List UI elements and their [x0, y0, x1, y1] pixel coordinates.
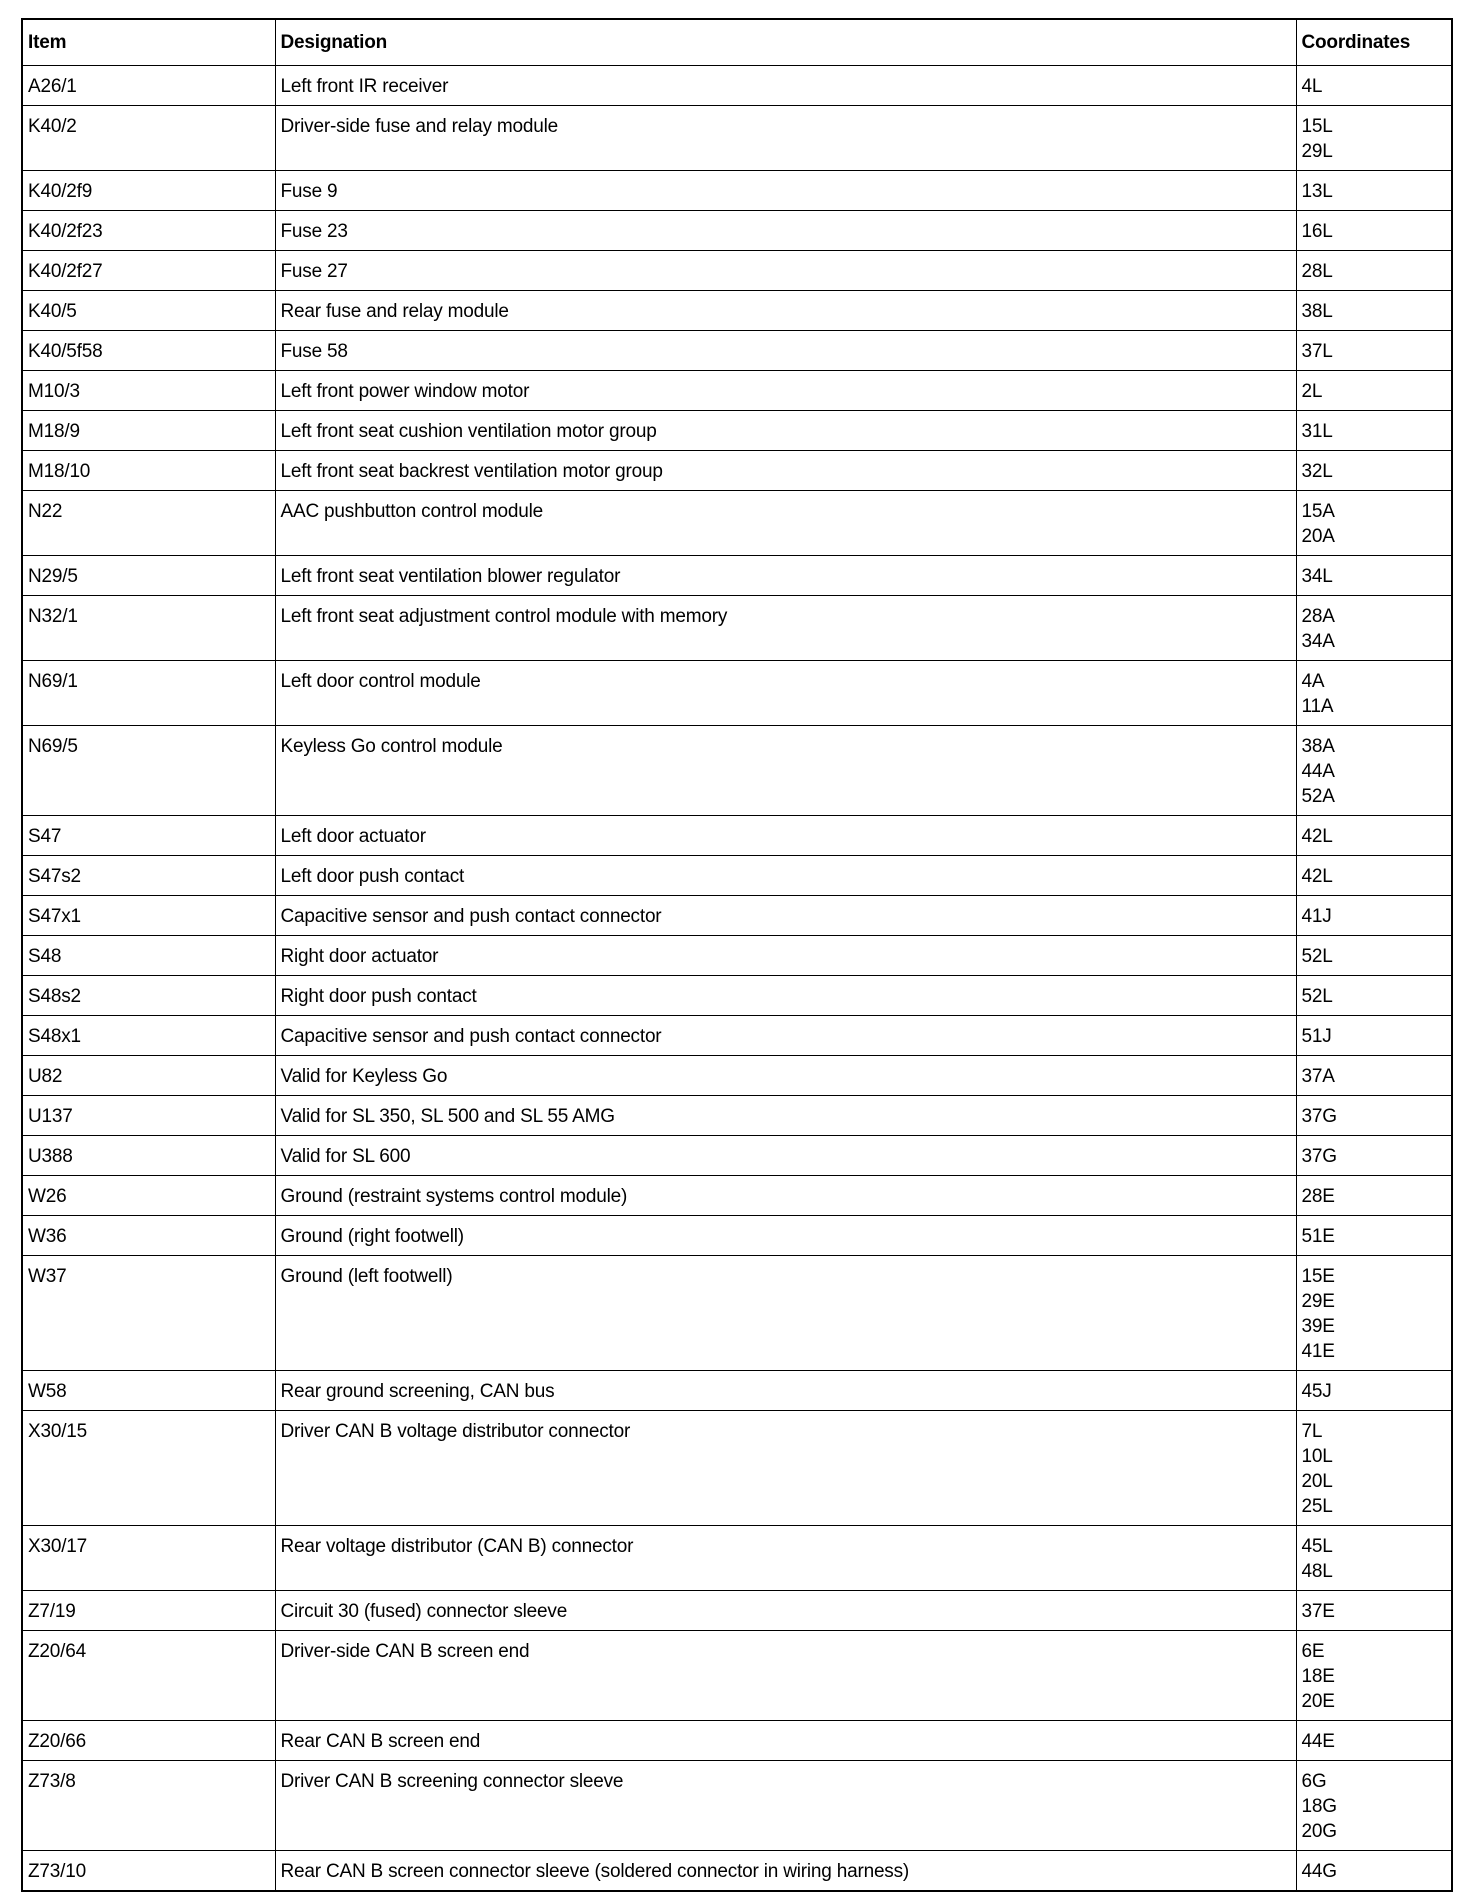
designation-cell: Rear CAN B screen end — [275, 1721, 1296, 1761]
coordinates-cell — [1296, 1851, 1452, 1892]
coordinate-value: 18G — [1301, 1796, 1337, 1817]
table-row — [22, 291, 1452, 331]
designation-cell: Rear fuse and relay module — [275, 291, 1296, 331]
coordinates-cell — [1296, 976, 1452, 1016]
coordinates-cell — [1296, 66, 1452, 106]
designation-cell: Right door push contact — [275, 976, 1296, 1016]
table-row — [22, 726, 1452, 816]
table-row — [22, 1136, 1452, 1176]
designation-cell: Rear CAN B screen connector sleeve (soldered connector in wiring harness) — [275, 1851, 1296, 1892]
coordinate-value: 29E — [1301, 1291, 1335, 1312]
table-row — [22, 1216, 1452, 1256]
item-cell: A26/1 — [22, 66, 275, 106]
table-row — [22, 251, 1452, 291]
coordinates-cell — [1296, 896, 1452, 936]
coordinate-value: 44A — [1301, 761, 1335, 782]
coordinate-value: 41E — [1301, 1341, 1335, 1362]
table-row — [22, 1411, 1452, 1526]
coordinate-value: 38A — [1301, 736, 1335, 757]
designation-cell: Driver CAN B screening connector sleeve — [275, 1761, 1296, 1851]
designation-cell: Rear ground screening, CAN bus — [275, 1371, 1296, 1411]
table-row — [22, 816, 1452, 856]
designation-cell: Left front seat cushion ventilation motor group — [275, 411, 1296, 451]
coordinate-value: 52L — [1301, 986, 1333, 1007]
coordinate-value: 20E — [1301, 1691, 1335, 1712]
coordinate-value: 37G — [1301, 1146, 1337, 1167]
designation-cell: Rear voltage distributor (CAN B) connector — [275, 1526, 1296, 1591]
table-row — [22, 1631, 1452, 1721]
designation-cell: Capacitive sensor and push contact connector — [275, 896, 1296, 936]
coordinate-value: 25L — [1301, 1496, 1333, 1517]
designation-cell: Valid for SL 350, SL 500 and SL 55 AMG — [275, 1096, 1296, 1136]
coordinates-cell — [1296, 661, 1452, 726]
coordinates-cell — [1296, 936, 1452, 976]
coordinates-cell — [1296, 1411, 1452, 1526]
table-row — [22, 491, 1452, 556]
item-cell: M10/3 — [22, 371, 275, 411]
item-cell: S47s2 — [22, 856, 275, 896]
coordinate-value: 39E — [1301, 1316, 1335, 1337]
coordinates-cell — [1296, 1721, 1452, 1761]
coordinate-value: 52A — [1301, 786, 1335, 807]
coordinates-cell — [1296, 371, 1452, 411]
coordinates-cell — [1296, 211, 1452, 251]
table-row — [22, 1256, 1452, 1371]
table-row — [22, 1591, 1452, 1631]
table-row — [22, 896, 1452, 936]
coordinate-value: 11A — [1301, 696, 1334, 717]
coordinate-value: 51J — [1301, 1026, 1332, 1047]
coordinates-cell — [1296, 1371, 1452, 1411]
item-cell: W58 — [22, 1371, 275, 1411]
item-cell: S47x1 — [22, 896, 275, 936]
designation-cell: Left front seat ventilation blower regulator — [275, 556, 1296, 596]
table-row — [22, 661, 1452, 726]
table-row — [22, 1016, 1452, 1056]
designation-cell: Left front power window motor — [275, 371, 1296, 411]
table-row — [22, 211, 1452, 251]
item-cell: K40/5f58 — [22, 331, 275, 371]
table-row — [22, 331, 1452, 371]
coordinate-value: 42L — [1301, 826, 1333, 847]
item-cell: K40/2f27 — [22, 251, 275, 291]
designation-cell: Left front IR receiver — [275, 66, 1296, 106]
coordinate-value: 28A — [1301, 606, 1335, 627]
item-cell: N69/5 — [22, 726, 275, 816]
coordinate-value: 37E — [1301, 1601, 1335, 1622]
table-row — [22, 1056, 1452, 1096]
designation-cell: Left front seat adjustment control module with memory — [275, 596, 1296, 661]
coordinate-value: 13L — [1301, 181, 1333, 202]
coordinate-value: 18E — [1301, 1666, 1335, 1687]
header-designation: Designation — [275, 19, 1296, 66]
table-row — [22, 976, 1452, 1016]
coordinates-cell — [1296, 856, 1452, 896]
coordinates-cell — [1296, 596, 1452, 661]
coordinate-value: 37L — [1301, 341, 1333, 362]
table-row — [22, 1526, 1452, 1591]
designation-cell: Fuse 9 — [275, 171, 1296, 211]
designation-cell: Ground (restraint systems control module) — [275, 1176, 1296, 1216]
item-cell: U388 — [22, 1136, 275, 1176]
coordinate-value: 37G — [1301, 1106, 1337, 1127]
item-cell: M18/9 — [22, 411, 275, 451]
coordinate-value: 37A — [1301, 1066, 1335, 1087]
coordinate-value: 48L — [1301, 1561, 1333, 1582]
coordinates-cell — [1296, 106, 1452, 171]
coordinate-value: 28L — [1301, 261, 1333, 282]
coordinate-value: 15E — [1301, 1266, 1335, 1287]
coordinates-cell — [1296, 411, 1452, 451]
coordinates-cell — [1296, 1761, 1452, 1851]
coordinates-cell — [1296, 171, 1452, 211]
coordinate-value: 6G — [1301, 1771, 1327, 1792]
designation-cell: Ground (right footwell) — [275, 1216, 1296, 1256]
coordinate-value: 42L — [1301, 866, 1333, 887]
coordinates-cell — [1296, 1256, 1452, 1371]
coordinates-cell — [1296, 1526, 1452, 1591]
coordinates-cell — [1296, 451, 1452, 491]
designation-cell: Valid for Keyless Go — [275, 1056, 1296, 1096]
table-row — [22, 171, 1452, 211]
coordinate-value: 34L — [1301, 566, 1333, 587]
coordinates-cell — [1296, 1216, 1452, 1256]
item-cell: Z73/8 — [22, 1761, 275, 1851]
coordinates-cell — [1296, 1056, 1452, 1096]
coordinates-cell — [1296, 556, 1452, 596]
item-cell: K40/2f23 — [22, 211, 275, 251]
table-row — [22, 1096, 1452, 1136]
table-row — [22, 371, 1452, 411]
item-cell: N69/1 — [22, 661, 275, 726]
designation-cell: Capacitive sensor and push contact connector — [275, 1016, 1296, 1056]
coordinates-cell — [1296, 1631, 1452, 1721]
designation-cell: Driver-side fuse and relay module — [275, 106, 1296, 171]
header-item: Item — [22, 19, 275, 66]
item-cell: N22 — [22, 491, 275, 556]
item-cell: W26 — [22, 1176, 275, 1216]
coordinate-value: 51E — [1301, 1226, 1335, 1247]
coordinate-value: 28E — [1301, 1186, 1335, 1207]
designation-cell: Right door actuator — [275, 936, 1296, 976]
designation-cell: Left front seat backrest ventilation motor group — [275, 451, 1296, 491]
coordinate-value: 45J — [1301, 1381, 1332, 1402]
item-cell: S48 — [22, 936, 275, 976]
coordinates-cell — [1296, 1591, 1452, 1631]
table-row — [22, 596, 1452, 661]
designation-cell: Left door actuator — [275, 816, 1296, 856]
coordinate-value: 15L — [1301, 116, 1333, 137]
coordinate-value: 20L — [1301, 1471, 1333, 1492]
item-cell: K40/5 — [22, 291, 275, 331]
coordinate-value: 4A — [1301, 671, 1325, 692]
item-cell: S48s2 — [22, 976, 275, 1016]
item-cell: W37 — [22, 1256, 275, 1371]
coordinate-value: 2L — [1301, 381, 1323, 402]
table-row — [22, 411, 1452, 451]
item-cell: U137 — [22, 1096, 275, 1136]
coordinate-value: 7L — [1301, 1421, 1323, 1442]
table-row — [22, 856, 1452, 896]
coordinate-value: 44G — [1301, 1861, 1337, 1882]
table-row — [22, 451, 1452, 491]
coordinate-value: 29L — [1301, 141, 1333, 162]
item-cell: K40/2f9 — [22, 171, 275, 211]
coordinate-value: 41J — [1301, 906, 1332, 927]
item-cell: S47 — [22, 816, 275, 856]
item-cell: K40/2 — [22, 106, 275, 171]
item-table — [21, 18, 1453, 1892]
designation-cell: Fuse 23 — [275, 211, 1296, 251]
coordinate-value: 20G — [1301, 1821, 1337, 1842]
item-cell: X30/17 — [22, 1526, 275, 1591]
item-cell: U82 — [22, 1056, 275, 1096]
designation-cell: Keyless Go control module — [275, 726, 1296, 816]
header-row — [22, 19, 1452, 66]
coordinate-value: 44E — [1301, 1731, 1335, 1752]
coordinates-cell — [1296, 1096, 1452, 1136]
coordinate-value: 31L — [1301, 421, 1333, 442]
coordinates-cell — [1296, 1136, 1452, 1176]
item-cell: S48x1 — [22, 1016, 275, 1056]
item-cell: Z7/19 — [22, 1591, 275, 1631]
coordinate-value: 32L — [1301, 461, 1333, 482]
table-row — [22, 1851, 1452, 1892]
coordinate-value: 15A — [1301, 501, 1335, 522]
header-coordinates: Coordinates — [1296, 19, 1452, 66]
coordinate-value: 16L — [1301, 221, 1333, 242]
item-cell: Z20/64 — [22, 1631, 275, 1721]
table-row — [22, 66, 1452, 106]
item-cell: W36 — [22, 1216, 275, 1256]
designation-cell: Driver-side CAN B screen end — [275, 1631, 1296, 1721]
coordinate-value: 10L — [1301, 1446, 1333, 1467]
item-cell: M18/10 — [22, 451, 275, 491]
designation-cell: Fuse 27 — [275, 251, 1296, 291]
coordinates-cell — [1296, 816, 1452, 856]
coordinate-value: 38L — [1301, 301, 1333, 322]
designation-cell: Circuit 30 (fused) connector sleeve — [275, 1591, 1296, 1631]
item-cell: N32/1 — [22, 596, 275, 661]
coordinate-value: 45L — [1301, 1536, 1333, 1557]
coordinates-cell — [1296, 491, 1452, 556]
table-row — [22, 1761, 1452, 1851]
table-row — [22, 1371, 1452, 1411]
coordinates-cell — [1296, 331, 1452, 371]
table-row — [22, 1176, 1452, 1216]
coordinate-value: 52L — [1301, 946, 1333, 967]
coordinates-cell — [1296, 291, 1452, 331]
table-row — [22, 106, 1452, 171]
item-cell: Z20/66 — [22, 1721, 275, 1761]
coordinate-value: 20A — [1301, 526, 1335, 547]
coordinates-cell — [1296, 1016, 1452, 1056]
coordinate-value: 6E — [1301, 1641, 1325, 1662]
designation-cell: Driver CAN B voltage distributor connector — [275, 1411, 1296, 1526]
coordinate-value: 4L — [1301, 76, 1323, 97]
designation-cell: AAC pushbutton control module — [275, 491, 1296, 556]
table-row — [22, 936, 1452, 976]
coordinates-cell — [1296, 251, 1452, 291]
coordinates-cell — [1296, 726, 1452, 816]
designation-cell: Valid for SL 600 — [275, 1136, 1296, 1176]
item-cell: X30/15 — [22, 1411, 275, 1526]
designation-cell: Ground (left footwell) — [275, 1256, 1296, 1371]
item-cell: N29/5 — [22, 556, 275, 596]
designation-cell: Left door push contact — [275, 856, 1296, 896]
coordinate-value: 34A — [1301, 631, 1335, 652]
table-row — [22, 556, 1452, 596]
coordinates-cell — [1296, 1176, 1452, 1216]
item-cell: Z73/10 — [22, 1851, 275, 1892]
designation-cell: Fuse 58 — [275, 331, 1296, 371]
designation-cell: Left door control module — [275, 661, 1296, 726]
table-row — [22, 1721, 1452, 1761]
